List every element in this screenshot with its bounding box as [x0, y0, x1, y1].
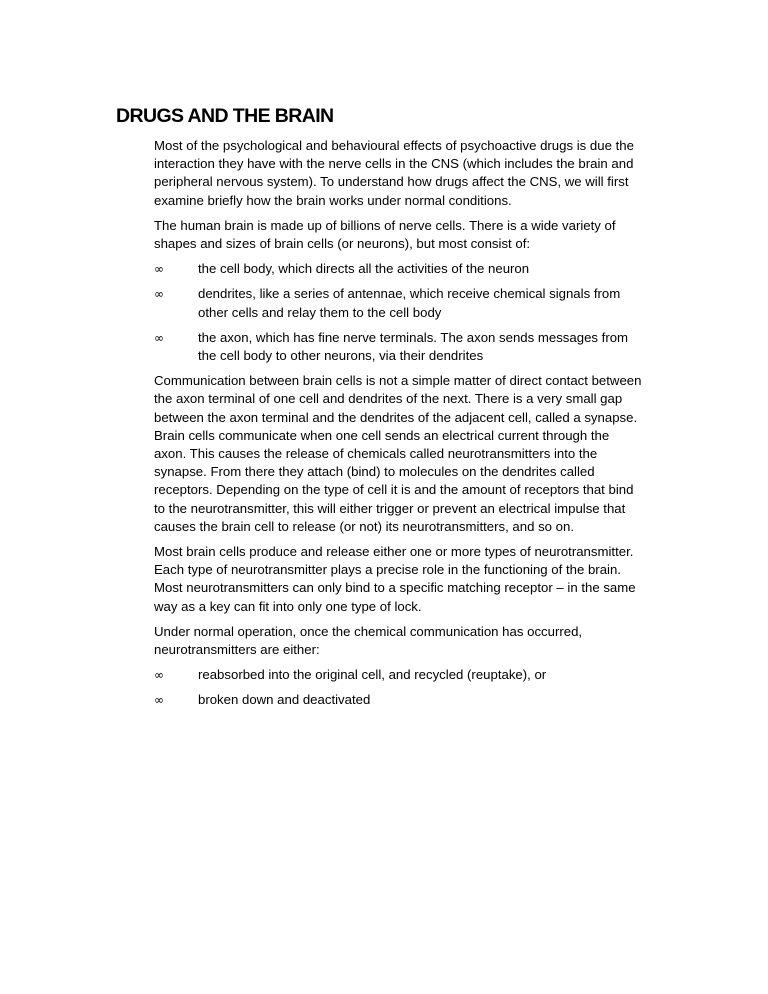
paragraph-neurons: The human brain is made up of billions of nerve cells. There is a wide variety of shapes and sizes of brain cells (or neurons), but most consist of: — [154, 217, 616, 252]
bullet-icon: ∞ — [154, 330, 164, 345]
list-item-text: the cell body, which directs all the activities of the neuron — [198, 261, 530, 277]
paragraph-neurotransmitters: Most brain cells produce and release either one or more types of neurotransmitter. Each type of neurotransmitter plays a precise role in the functioning of the brain. Most neurotransmitters can only bind to a specific matching receptor – in the same way as a key can fit into only one type of lock. — [154, 544, 636, 614]
document-body — [154, 137, 644, 717]
list-item-text: the axon, which has fine nerve terminals. The axon sends messages from the cell body to other neurons, via their dendrites — [198, 329, 629, 364]
bullet-icon: ∞ — [154, 287, 164, 302]
list-item — [154, 691, 644, 709]
outcomes-list — [154, 666, 644, 709]
list-item — [154, 285, 644, 321]
list-item-text: broken down and deactivated — [198, 692, 371, 708]
bullet-icon: ∞ — [154, 668, 164, 683]
paragraph-intro: Most of the psychological and behavioural effects of psychoactive drugs is due the interaction they have with the nerve cells in the CNS (which includes the brain and peripheral nervous system). To understand how drugs affect the CNS, we will first examine briefly how the brain works under normal conditions. — [154, 138, 634, 208]
neuron-parts-list — [154, 260, 644, 365]
list-item — [154, 666, 644, 684]
list-item — [154, 329, 644, 365]
list-item — [154, 260, 644, 278]
page-title: DRUGS AND THE BRAIN — [116, 105, 334, 127]
list-item-text: reabsorbed into the original cell, and recycled (reuptake), or — [198, 667, 547, 683]
paragraph-normal-operation: Under normal operation, once the chemical communication has occurred, neurotransmitters are either: — [154, 623, 583, 658]
paragraph-communication: Communication between brain cells is not a simple matter of direct contact between the axon terminal of one cell and dendrites of the next. There is a very small gap between the axon terminal and the dendrites of the adjacent cell, called a synapse. Brain cells communicate when one cell sends an electrical current through the axon. This causes the release of chemicals called neurotransmitters into the synapse. From there they attach (bind) to molecules on the dendrites called receptors. Depending on the type of cell it is and the amount of receptors that bind to the neurotransmitter, this will either trigger or prevent an electrical impulse that causes the brain cell to release (or not) its neurotransmitters, and so on. — [154, 373, 642, 534]
bullet-icon: ∞ — [154, 262, 164, 277]
list-item-text: dendrites, like a series of antennae, which receive chemical signals from other cells and relay them to the cell body — [198, 286, 621, 320]
bullet-icon: ∞ — [154, 693, 164, 708]
